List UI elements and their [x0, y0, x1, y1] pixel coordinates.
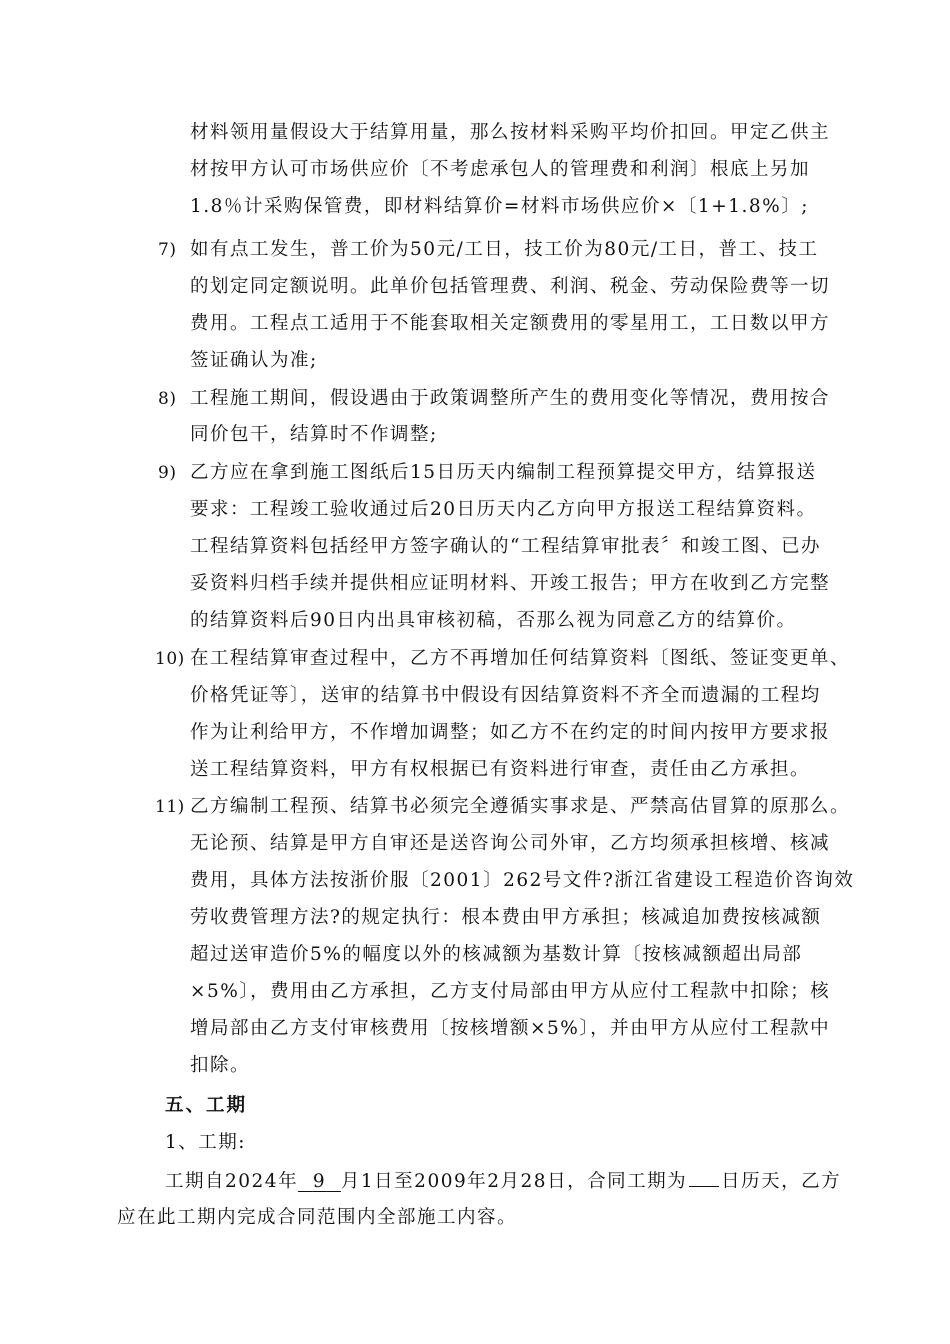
item10-line-4: 送工程结算资料，甲方有权根据已有资料进行审查，责任由乙方承担。	[190, 759, 811, 780]
item-number: 7)	[158, 240, 177, 260]
item7-line-3: 费用。工程点工适用于不能套取相关定额费用的零星用工，工日数以甲方	[190, 313, 831, 334]
item9-line-1: 乙方应在拿到施工图纸后15日历天内编制工程预算提交甲方，结算报送	[190, 462, 817, 483]
period-line-1	[165, 1170, 841, 1193]
item8-line-1: 工程施工期间，假设遇由于政策调整所产生的费用变化等情况，费用按合	[190, 388, 831, 409]
item-number: 8)	[158, 389, 177, 409]
item6-line-1: 材料领用量假设大于结算用量，那么按材料采购平均价扣回。甲定乙供主	[190, 122, 831, 143]
item10-line-3: 作为让利给甲方，不作增加调整；如乙方不在约定的时间内按甲方要求报	[190, 722, 831, 743]
period-month-value: 9	[312, 1171, 327, 1192]
item9-line-4: 妥资料归档手续并提供相应证明材料、开竣工报告；甲方在收到乙方完整	[190, 573, 831, 594]
item11-line-2: 无论预、结算是甲方自审还是送咨询公司外审，乙方均须承担核增、核减	[190, 833, 831, 854]
item11-line-6: ×5%〕，费用由乙方承担，乙方支付局部由甲方从应付工程款中扣除；核	[190, 981, 831, 1002]
section-heading: 五、工期	[165, 1095, 248, 1116]
item11-line-1: 乙方编制工程预、结算书必须完全遵循实事求是、严禁高估冒算的原那么。	[190, 796, 851, 817]
item6-line-3: 1.8％计采购保管费，即材料结算价=材料市场供应价×〔1+1.8%〕;	[190, 196, 809, 217]
period-text-middle: 月1日至2009年2月28日，合同工期为	[340, 1171, 688, 1192]
item11-line-5: 超过送审造价5%的幅度以外的核减额为基数计算〔按核减额超出局部	[190, 944, 803, 965]
item10-line-1: 在工程结算审查过程中，乙方不再增加任何结算资料〔图纸、签证变更单、	[190, 648, 851, 669]
item9-line-3: 工程结算资料包括经甲方签字确认的“工程结算审批表〞和竣工图、已办	[190, 536, 821, 557]
item-number: 10)	[155, 649, 185, 669]
item7-line-4: 签证确认为准;	[190, 350, 318, 371]
period-text-end: 日历天，乙方	[721, 1171, 842, 1192]
duration-blank-field	[689, 1170, 719, 1187]
period-line-2: 应在此工期内完成合同范围内全部施工内容。	[117, 1207, 518, 1228]
item8-line-2: 同价包干，结算时不作调整;	[190, 424, 438, 445]
item11-line-7: 增局部由乙方支付审核费用〔按核增额×5%〕，并由甲方从应付工程款中	[190, 1018, 831, 1039]
item11-line-8: 扣除。	[190, 1055, 251, 1076]
item9-line-2: 要求：工程竣工验收通过后20日历天内乙方向甲方报送工程结算资料。	[190, 499, 817, 520]
item10-line-2: 价格凭证等〕，送审的结算书中假设有因结算资料不齐全而遗漏的工程均	[190, 685, 821, 706]
item7-line-1: 如有点工发生，普工价为50元/工日，技工价为80元/工日，普工、技工	[190, 239, 819, 260]
item-number: 9)	[158, 463, 177, 483]
item11-line-4: 劳收费管理方法?的规定执行：根本费由甲方承担；核减追加费按核减额	[190, 907, 822, 928]
period-text-start: 工期自2024年	[165, 1171, 299, 1192]
period-month-filled	[298, 1171, 341, 1192]
item7-line-2: 的划定同定额说明。此单价包括管理费、利润、税金、劳动保险费等一切	[190, 276, 831, 297]
item11-line-3: 费用，具体方法按浙价服〔2001〕262号文件?浙江省建设工程造价咨询效	[190, 870, 855, 891]
item9-line-5: 的结算资料后90日内出具审核初稿，否那么视为同意乙方的结算价。	[190, 610, 797, 631]
item6-line-2: 材按甲方认可市场供应价〔不考虑承包人的管理费和利润〕根底上另加	[190, 159, 811, 180]
subsection-heading: 1、工期:	[165, 1132, 247, 1153]
item-number: 11)	[155, 797, 185, 817]
